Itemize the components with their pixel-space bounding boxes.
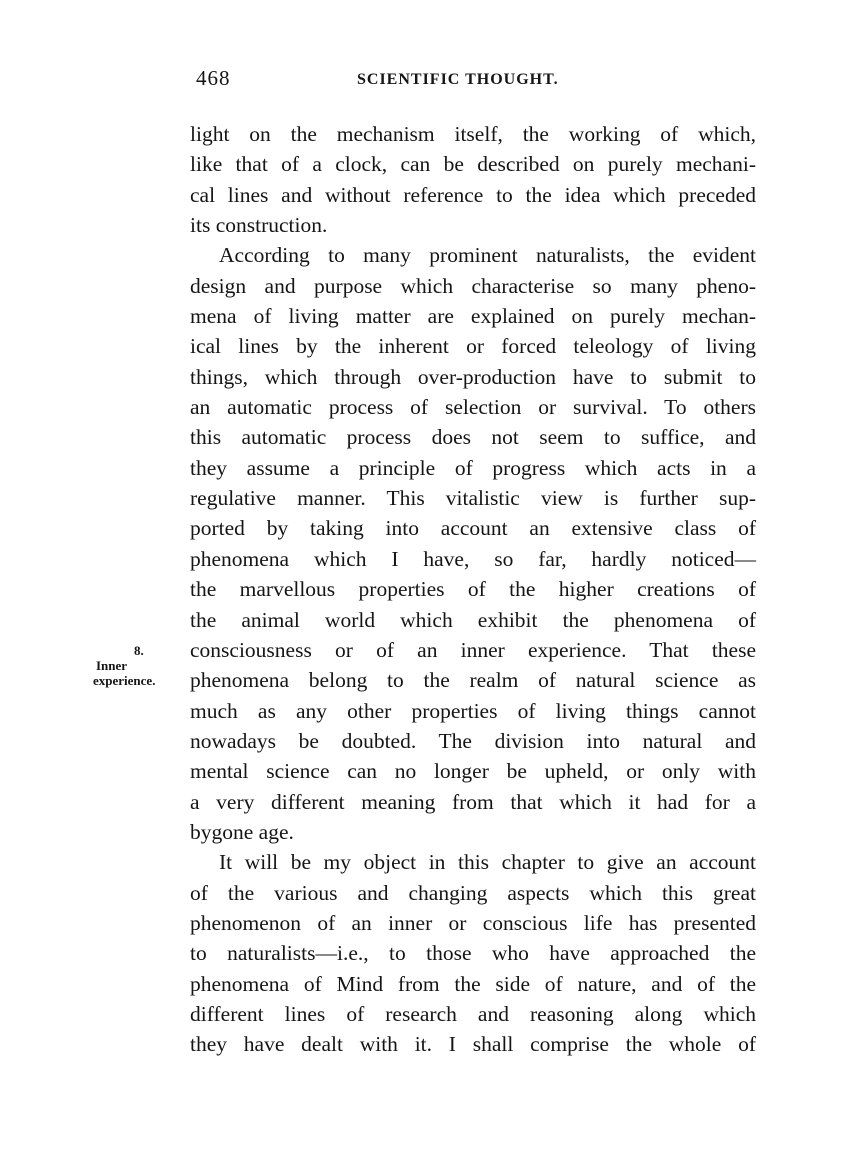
text-line: It will be my object in this chapter to give an account xyxy=(219,850,756,875)
text-line: cal lines and without reference to the idea which preceded xyxy=(190,182,756,207)
text-line: ical lines by the inherent or forced teleology of living xyxy=(190,334,756,359)
text-line: they have dealt with it. I shall comprise the whole of xyxy=(190,1032,756,1057)
text-line: an automatic process of selection or survival. To others xyxy=(190,395,756,420)
running-head: SCIENTIFIC THOUGHT. xyxy=(357,71,559,88)
text-line: like that of a clock, can be described on purely mechani- xyxy=(190,152,756,177)
text-line: the animal world which exhibit the phenomena of xyxy=(190,607,756,632)
text-line: its construction. xyxy=(190,213,328,238)
text-line: mena of living matter are explained on purely mechan- xyxy=(190,304,756,329)
text-line: phenomenon of an inner or conscious life has presented xyxy=(190,910,756,935)
text-line: phenomena belong to the realm of natural science as xyxy=(190,668,756,693)
margin-note-number: 8. xyxy=(134,643,144,658)
text-line: things, which through over-production have to submit to xyxy=(190,364,756,389)
text-line: nowadays be doubted. The division into natural and xyxy=(190,728,756,753)
text-line: different lines of research and reasoning along which xyxy=(190,1001,756,1026)
text-line: mental science can no longer be upheld, or only with xyxy=(190,759,756,784)
margin-note xyxy=(93,643,180,688)
text-line: According to many prominent naturalists, the evident xyxy=(219,243,756,268)
body-text xyxy=(190,119,756,1060)
text-line: phenomena of Mind from the side of nature, and of the xyxy=(190,971,756,996)
text-line: ported by taking into account an extensive class of xyxy=(190,516,756,541)
text-line: this automatic process does not seem to suffice, and xyxy=(190,425,756,450)
text-line: design and purpose which characterise so many pheno- xyxy=(190,273,756,298)
margin-note-line: Inner xyxy=(96,658,128,673)
text-line: the marvellous properties of the higher creations of xyxy=(190,577,756,602)
text-line: regulative manner. This vitalistic view is further sup- xyxy=(190,486,756,511)
margin-note-line: experience. xyxy=(93,673,156,688)
text-line: consciousness or of an inner experience. That these xyxy=(190,637,756,662)
text-line: of the various and changing aspects which this great xyxy=(190,880,756,905)
text-line: to naturalists—i.e., to those who have approached the xyxy=(190,941,756,966)
text-line: they assume a principle of progress which acts in a xyxy=(190,455,756,480)
text-line: phenomena which I have, so far, hardly noticed— xyxy=(190,546,756,571)
text-line: light on the mechanism itself, the working of which, xyxy=(190,122,756,146)
text-line: much as any other properties of living things cannot xyxy=(190,698,756,723)
text-line: a very different meaning from that which it had for a xyxy=(190,789,756,814)
text-line: bygone age. xyxy=(190,819,294,844)
page-number: 468 xyxy=(196,66,231,90)
